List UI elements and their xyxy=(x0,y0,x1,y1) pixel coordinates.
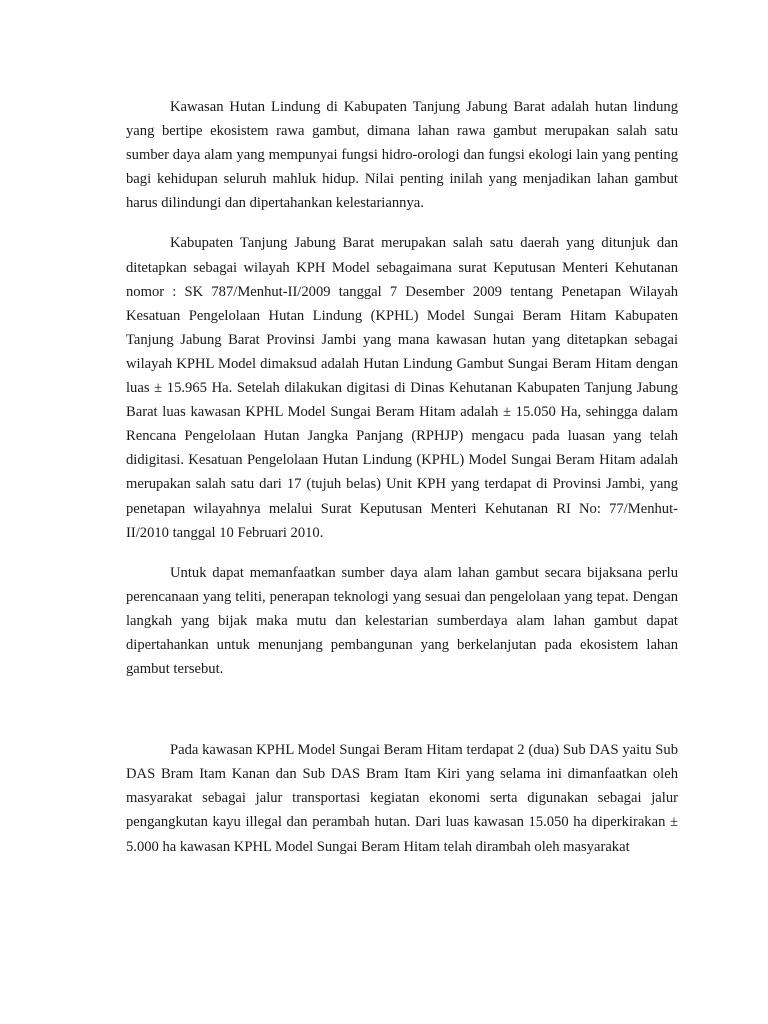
paragraph-spacer xyxy=(126,545,678,561)
paragraph-3: Untuk dapat memanfaatkan sumber daya alam lahan gambut secara bijaksana perlu perencanaan yang teliti, penerapan teknologi yang sesuai dan pengelolaan yang tepat. Dengan langkah yang bijak maka mutu dan kelestarian sumberdaya alam lahan gambut dapat dipertahankan untuk menunjang pembangunan yang berkelanjutan pada ekosistem lahan gambut tersebut. xyxy=(126,564,678,678)
document-body xyxy=(126,95,678,859)
paragraph-4: Pada kawasan KPHL Model Sungai Beram Hitam terdapat 2 (dua) Sub DAS yaitu Sub DAS Bram Itam Kanan dan Sub DAS Bram Itam Kiri yang selama ini dimanfaatkan oleh masyarakat sebagai jalur transportasi kegiatan ekonomi serta digunakan sebagai jalur pengangkutan kayu illegal dan perambah hutan. Dari luas kawasan 15.050 ha diperkirakan ± 5.000 ha kawasan KPHL Model Sungai Beram Hitam telah dirambah oleh masyarakat xyxy=(126,742,678,855)
paragraph-2: Kabupaten Tanjung Jabung Barat merupakan salah satu daerah yang ditunjuk dan ditetapkan sebagai wilayah KPH Model sebagaimana surat Keputusan Menteri Kehutanan nomor : SK 787/Menhut-II/2009 tanggal 7 Desember 2009 tentang Penetapan Wilayah Kesatuan Pengelolaan Hutan Lindung (KPHL) Model Sungai Beram Hitam Kabupaten Tanjung Jabung Barat Provinsi Jambi yang mana kawasan hutan yang ditetapkan sebagai wilayah KPHL Model dimaksud adalah Hutan Lindung Gambut Sungai Beram Hitam dengan luas ± 15.965 Ha. Setelah dilakukan digitasi di Dinas Kehutanan Kabupaten Tanjung Jabung Barat luas kawasan KPHL Model Sungai Beram Hitam adalah ± 15.050 Ha, sehingga dalam Rencana Pengelolaan Hutan Jangka Panjang (RPHJP) mengacu pada luasan yang telah didigitasi. Kesatuan Pengelolaan Hutan Lindung (KPHL) Model Sungai Beram Hitam adalah merupakan salah satu dari 17 (tujuh belas) Unit KPH yang terdapat di Provinsi Jambi, yang penetapan wilayahnya melalui Surat Keputusan Menteri Kehutanan RI No: 77/Menhut-II/2010 tanggal 10 Februari 2010. xyxy=(126,235,678,541)
paragraph-spacer xyxy=(126,215,678,231)
paragraph-spacer xyxy=(126,681,678,738)
paragraph-1: Kawasan Hutan Lindung di Kabupaten Tanjung Jabung Barat adalah hutan lindung yang bertipe ekosistem rawa gambut, dimana lahan rawa gambut merupakan salah satu sumber daya alam yang mempunyai fungsi hidro-orologi dan fungsi ekologi lain yang penting bagi kehidupan seluruh mahluk hidup. Nilai penting inilah yang menjadikan lahan gambut harus dilindungi dan dipertahankan kelestariannya. xyxy=(126,99,678,212)
